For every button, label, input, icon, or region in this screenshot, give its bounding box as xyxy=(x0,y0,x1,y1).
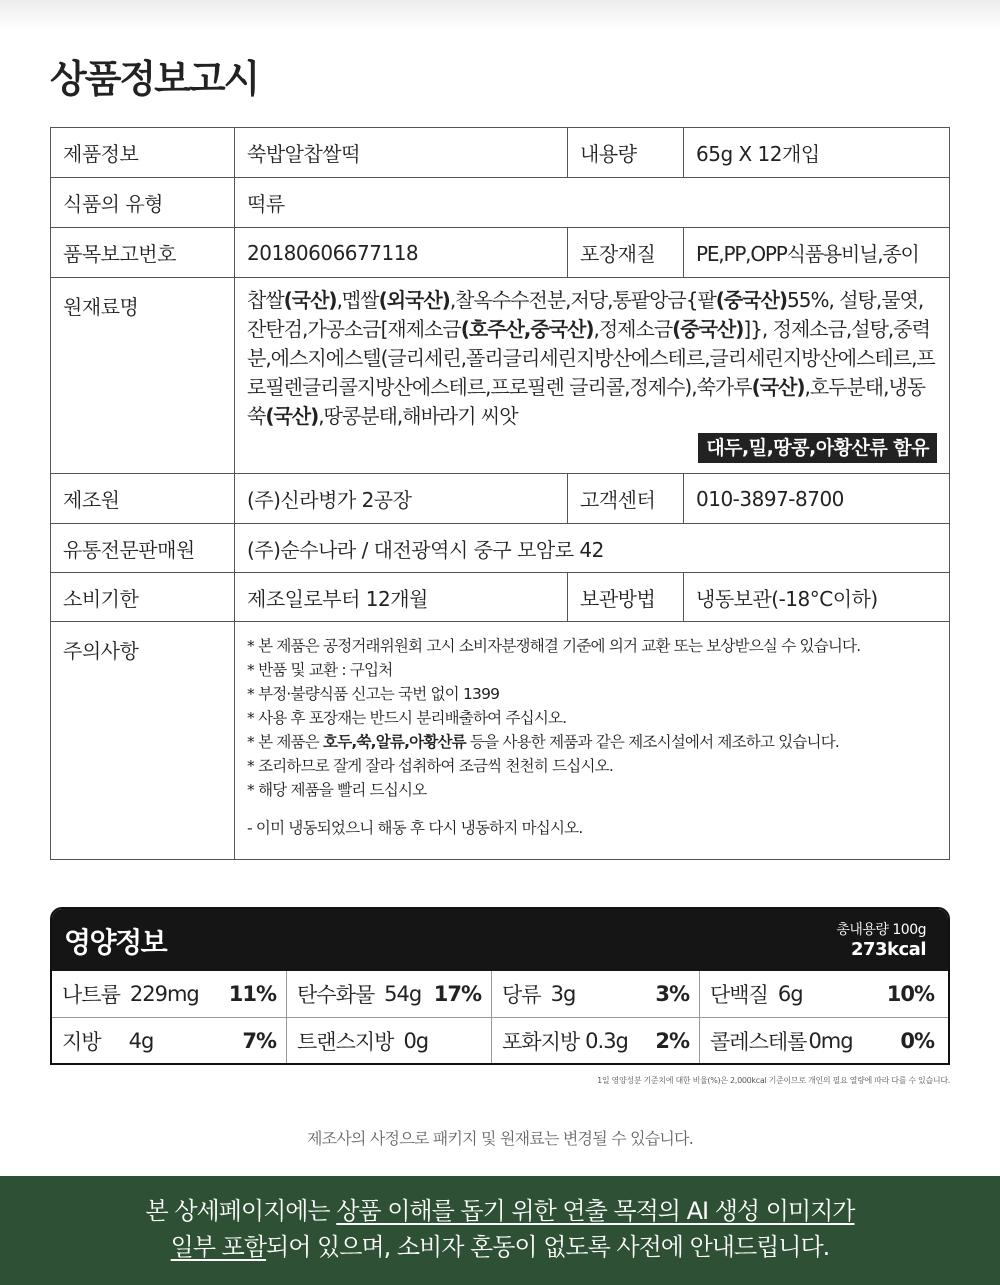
cs-label: 고객센터 xyxy=(568,474,684,524)
storage-label: 보관방법 xyxy=(568,573,684,622)
ingredients-text: 찹쌀(국산),멥쌀(외국산),찰옥수수전분,저당,통팥앙금{팥(중국산)55%, 설탕,물엿,잔탄검,가공소금[재제소금(호주산,중국산),정제소금(중국산)]}, 정제소금,설탕,중력분,에스지에스텔(글리세린,폴리글리세린지방산에스테르,글리세린지방산에스테르,프로필렌글리콜지방산에스테르,프로필렌 글리콜,정제수),쑥가루(국산),호두분태,냉동쑥(국산),땅콩분태,해바라기 씨앗 xyxy=(247,288,935,428)
banner-line-2: 일부 포함되어 있으며, 소비자 혼동이 없도록 사전에 안내드립니다. xyxy=(170,1233,830,1261)
distributor-value: (주)순수나라 / 대전광역시 중구 모암로 42 xyxy=(235,524,950,573)
row-expiry xyxy=(51,573,950,622)
nutrient-amount: 0g xyxy=(403,1028,429,1053)
nutrient-percent: 17% xyxy=(433,982,481,1006)
row-type xyxy=(51,178,950,228)
caution-list xyxy=(235,622,950,860)
nutrient-name: 탄수화물 xyxy=(297,983,375,1007)
nutrient-cell xyxy=(700,1018,948,1063)
row-product xyxy=(51,128,950,178)
nutrient-percent: 7% xyxy=(242,1028,276,1053)
row-report xyxy=(51,228,950,278)
caution-item: * 본 제품은 공정거래위원회 고시 소비자분쟁해결 기준에 의거 교환 또는 보상받으실 수 있습니다. xyxy=(247,637,861,655)
nutrient-percent: 0% xyxy=(900,1028,934,1053)
banner-line-1: 본 상세페이지에는 상품 이해를 돕기 위한 연출 목적의 AI 생성 이미지가 xyxy=(145,1197,855,1225)
nutrition-header xyxy=(52,909,948,971)
expiry-value: 제조일로부터 12개월 xyxy=(235,573,568,622)
nutrient-amount: 0.3g xyxy=(585,1028,628,1053)
nutrition-row xyxy=(52,971,948,1017)
nutrition-title: 영양정보 xyxy=(64,926,167,959)
ingredients-value xyxy=(235,278,950,474)
report-label: 품목보고번호 xyxy=(51,228,235,278)
caution-item: * 사용 후 포장재는 반드시 분리배출하여 주십시오. xyxy=(247,709,567,727)
total-amount: 총내용량 100g xyxy=(836,922,926,938)
nutrient-name: 당류 xyxy=(502,983,541,1007)
caution-item: * 조리하므로 잘게 잘라 섭취하여 조금씩 천천히 드십시오. xyxy=(247,757,613,775)
nutrient-name: 지방 xyxy=(62,1029,101,1054)
product-value: 쑥밥알찹쌀떡 xyxy=(235,128,568,178)
nutrition-grid xyxy=(52,971,948,1063)
nutrition-panel xyxy=(50,907,950,1065)
nutrient-percent: 11% xyxy=(228,982,276,1006)
nutrient-cell xyxy=(287,1018,492,1063)
row-cautions xyxy=(51,622,950,860)
nutrient-amount: 3g xyxy=(550,982,576,1006)
type-value: 떡류 xyxy=(235,178,950,228)
nutrient-amount: 0mg xyxy=(808,1028,853,1053)
nutrition-total xyxy=(836,919,926,960)
nutrition-footnote: 1일 영양성분 기준치에 대한 비율(%)은 2,000kcal 기준이므로 개인의 필요 열량에 따라 다를 수 있습니다. xyxy=(597,1076,950,1085)
ai-image-banner xyxy=(0,1176,1000,1285)
maker-label: 제조원 xyxy=(51,474,235,524)
nutrient-cell xyxy=(492,1018,700,1063)
row-maker xyxy=(51,474,950,524)
page-title: 상품정보고시 xyxy=(50,57,259,101)
nutrition-row xyxy=(52,1017,948,1063)
packaging-value: PE,PP,OPP식품용비닐,종이 xyxy=(684,228,950,278)
nutrient-cell xyxy=(52,1018,287,1063)
expiry-label: 소비기한 xyxy=(51,573,235,622)
nutrient-name: 트랜스지방 xyxy=(297,1029,394,1054)
nutrient-amount: 6g xyxy=(777,982,803,1006)
change-notice: 제조사의 사정으로 패키지 및 원재료는 변경될 수 있습니다. xyxy=(306,1129,694,1148)
nutrient-amount: 4g xyxy=(128,1028,154,1053)
caution-label: 주의사항 xyxy=(51,622,235,860)
product-info-table xyxy=(50,127,950,860)
type-label: 식품의 유형 xyxy=(51,178,235,228)
top-fade xyxy=(0,0,1000,30)
cs-value: 010-3897-8700 xyxy=(684,474,950,524)
caution-item: * 해당 제품을 빨리 드십시오 xyxy=(247,781,427,799)
packaging-label: 포장재질 xyxy=(568,228,684,278)
nutrient-amount: 54g xyxy=(384,982,422,1006)
row-distributor xyxy=(51,524,950,573)
nutrient-name: 나트륨 xyxy=(62,983,120,1007)
nutrient-name: 콜레스테롤 xyxy=(710,1029,807,1054)
distributor-label: 유통전문판매원 xyxy=(51,524,235,573)
nutrient-cell xyxy=(492,971,700,1017)
nutrient-percent: 3% xyxy=(655,982,689,1006)
allergen-wrap xyxy=(247,433,937,463)
caution-note: - 이미 냉동되었으니 해동 후 다시 냉동하지 마십시오. xyxy=(247,819,583,837)
nutrient-name: 포화지방 xyxy=(502,1029,580,1054)
caution-item: * 부정·불량식품 신고는 국번 없이 1399 xyxy=(247,685,500,703)
nutrient-cell xyxy=(287,971,492,1017)
report-value: 20180606677118 xyxy=(235,228,568,278)
caution-item-allergy: * 본 제품은 호두,쑥,알류,아황산류 등을 사용한 제품과 같은 제조시설에서 제조하고 있습니다. xyxy=(247,733,840,751)
nutrient-cell xyxy=(52,971,287,1017)
ingredients-label: 원재료명 xyxy=(51,278,235,474)
allergen-badge: 대두,밀,땅콩,아황산류 함유 xyxy=(698,433,937,463)
caution-item: * 반품 및 교환 : 구입처 xyxy=(247,661,393,679)
nutrient-amount: 229mg xyxy=(129,982,199,1006)
storage-value: 냉동보관(-18°C이하) xyxy=(684,573,950,622)
nutrient-cell xyxy=(700,971,948,1017)
maker-value: (주)신라병가 2공장 xyxy=(235,474,568,524)
nutrient-percent: 10% xyxy=(886,982,934,1006)
product-label: 제품정보 xyxy=(51,128,235,178)
row-ingredients xyxy=(51,278,950,474)
volume-label: 내용량 xyxy=(568,128,684,178)
nutrient-percent: 2% xyxy=(655,1028,689,1053)
nutrient-name: 단백질 xyxy=(710,983,768,1007)
total-kcal: 273kcal xyxy=(850,939,926,960)
volume-value: 65g X 12개입 xyxy=(684,128,950,178)
